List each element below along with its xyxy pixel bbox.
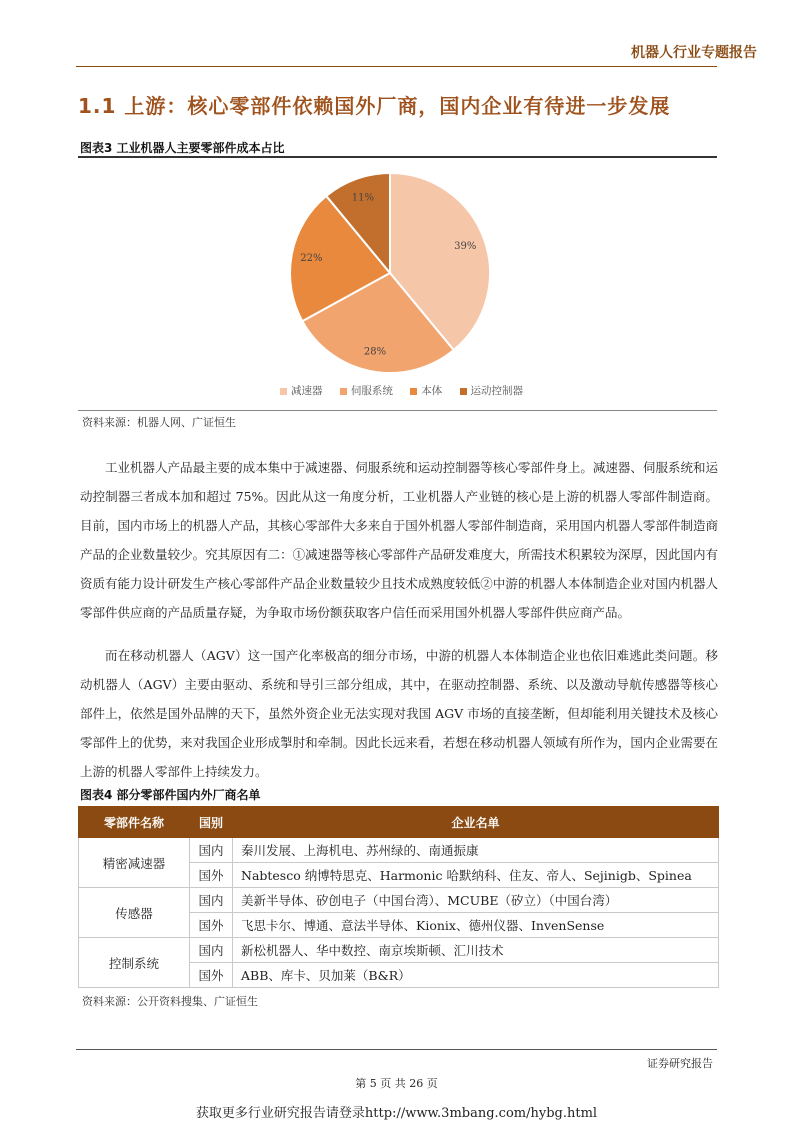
- legend-label-3: 运动控制器: [470, 385, 524, 397]
- companies-cell: 美新半导体、矽创电子（中国台湾）、MCUBE（矽立）（中国台湾）: [233, 888, 719, 913]
- region-cell: 国外: [190, 963, 233, 988]
- companies-cell: 飞思卡尔、博通、意法半导体、Kionix、德州仪器、InvenSense: [233, 913, 719, 938]
- page-number: 第 5 页 共 26 页: [355, 1077, 438, 1090]
- category-cell: 精密减速器: [79, 838, 190, 888]
- category-cell: 控制系统: [79, 938, 190, 988]
- companies-cell: 新松机器人、华中数控、南京埃斯顿、汇川技术: [233, 938, 719, 963]
- footer-divider: [76, 1049, 717, 1050]
- figure3-label: 图表3 工业机器人主要零部件成本占比: [80, 141, 285, 155]
- table-row: [79, 838, 719, 863]
- table-row: [79, 938, 719, 963]
- promo-link-text[interactable]: 获取更多行业研究报告请登录http://www.3mbang.com/hybg.html: [195, 1106, 598, 1121]
- figure4-label: 图表4 部分零部件国内外厂商名单: [80, 788, 261, 802]
- legend-item-0: [280, 385, 323, 397]
- header-companies: 企业名单: [233, 807, 719, 838]
- pie-data-label-1: 28%: [363, 346, 387, 358]
- legend-item-2: [410, 385, 442, 397]
- legend-label-0: 减速器: [291, 385, 323, 397]
- report-header-title: 机器人行业专题报告: [631, 45, 757, 61]
- body-paragraph-1: 工业机器人产品最主要的成本集中于减速器、伺服系统和运动控制器等核心零部件身上。减速器、伺服系统和运动控制器三者成本加和超过 75%。因此从这一角度分析，工业机器人产业链的核心是上游的机器人零部件制造商。目前，国内市场上的机器人产品，其核心零部件大多来自于国外机器人零部件制造商，采用国内机器人零部件制造商产品的企业数量较少。究其原因有二：①减速器等核心零部件产品研发难度大，所需技术积累较为深厚，因此国内有资质有能力设计研发生产核心零部件产品企业数量较少且技术成熟度较低②中游的机器人本体制造企业对国内机器人零部件供应商的产品质量存疑，为争取市场份额获取客户信任而采用国外机器人零部件供应商产品。: [80, 460, 718, 620]
- region-cell: 国内: [190, 938, 233, 963]
- region-cell: 国内: [190, 888, 233, 913]
- pie-legend: [280, 383, 537, 398]
- figure3-source: 资料来源：机器人网、广证恒生: [82, 416, 236, 429]
- pie-data-label-3: 11%: [351, 192, 375, 204]
- companies-cell: Nabtesco 纳博特思克、Harmonic 哈默纳科、住友、帝人、Sejinigb、Spinea: [233, 863, 719, 888]
- table-header-row: [79, 807, 719, 838]
- section-title: 1.1 上游：核心零部件依赖国外厂商，国内企业有待进一步发展: [78, 94, 671, 118]
- region-cell: 国外: [190, 913, 233, 938]
- legend-item-1: [340, 385, 393, 397]
- figure4-source: 资料来源：公开资料搜集、广证恒生: [82, 995, 258, 1008]
- header-component: 零部件名称: [79, 807, 190, 838]
- region-cell: 国外: [190, 863, 233, 888]
- companies-cell: ABB、库卡、贝加莱（B&R）: [233, 963, 719, 988]
- legend-label-1: 伺服系统: [350, 385, 393, 397]
- pie-data-label-2: 22%: [300, 253, 323, 265]
- region-cell: 国内: [190, 838, 233, 863]
- header-divider: [76, 66, 717, 67]
- companies-cell: 秦川发展、上海机电、苏州绿的、南通振康: [233, 838, 719, 863]
- table-row: [79, 888, 719, 913]
- footer-label: 证券研究报告: [647, 1057, 713, 1070]
- legend-label-2: 本体: [421, 385, 443, 397]
- category-cell: 传感器: [79, 888, 190, 938]
- suppliers-table: [78, 806, 719, 988]
- header-region: 国别: [190, 807, 233, 838]
- body-paragraph-2: 而在移动机器人（AGV）这一国产化率极高的细分市场，中游的机器人本体制造企业也依旧难逃此类问题。移动机器人（AGV）主要由驱动、系统和导引三部分组成，其中，在驱动控制器、系统、以及激动导航传感器等核心部件上，依然是国外品牌的天下，虽然外资企业无法实现对我国 AGV 市场的直接垄断，但却能利用关键技术及核心零部件上的优势，来对我国企业形成掣肘和牵制。因此长远来看，若想在移动机器人领域有所作为，国内企业需要在上游的机器人零部件上持续发力。: [80, 648, 718, 779]
- pie-data-label-0: 39%: [454, 240, 477, 252]
- legend-item-3: [460, 385, 524, 397]
- cost-share-pie-chart: [280, 168, 500, 378]
